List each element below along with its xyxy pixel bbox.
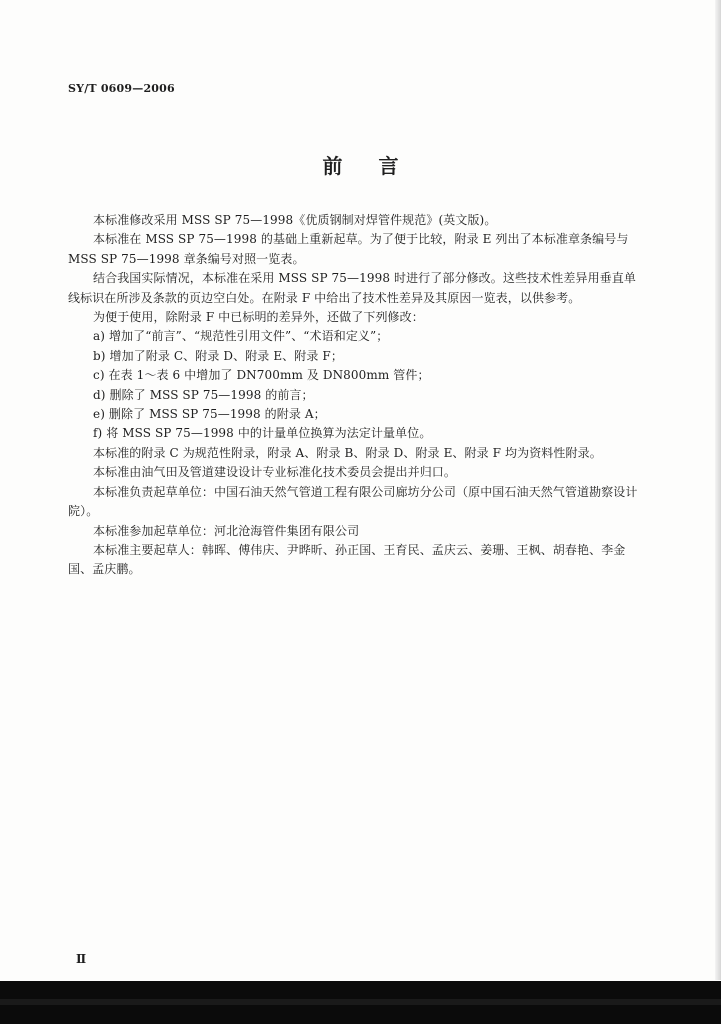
scan-bottom-band <box>0 981 721 1024</box>
list-item: c) 在表 1～表 6 中增加了 DN700mm 及 DN800mm 管件； <box>93 368 430 383</box>
list-item: e) 删除了 MSS SP 75—1998 的附录 A； <box>93 407 326 422</box>
list-item: a) 增加了“前言”、“规范性引用文件”、“术语和定义”； <box>93 329 389 344</box>
page-number: Ⅱ <box>76 952 87 966</box>
paragraph: 结合我国实际情况，本标准在采用 MSS SP 75—1998 时进行了部分修改。这些技术性差异用垂直单线标识在所涉及条款的页边空白处。在附录 F 中给出了技术性差异及其原因一览表，以供参考。 <box>68 271 636 305</box>
page-title: 前言 <box>322 154 435 178</box>
list-item: b) 增加了附录 C、附录 D、附录 E、附录 F； <box>93 348 343 363</box>
paragraph: 本标准参加起草单位：河北沧海管件集团有限公司 <box>93 523 360 538</box>
foreword-body <box>68 211 648 580</box>
standard-code: SY/T 0609—2006 <box>68 82 175 95</box>
paragraph: 为便于使用，除附录 F 中已标明的差异外，还做了下列修改： <box>93 310 424 325</box>
paragraph: 本标准主要起草人：韩晖、傅伟庆、尹晔昕、孙正国、王育民、孟庆云、姜珊、王枫、胡春艳、李金国、孟庆鹏。 <box>68 542 626 577</box>
paragraph: 本标准由油气田及管道建设设计专业标准化技术委员会提出并归口。 <box>93 465 457 480</box>
paragraph: 本标准负责起草单位：中国石油天然气管道工程有限公司廊坊分公司（原中国石油天然气管道勘察设计院）。 <box>68 484 638 519</box>
list-item: f) 将 MSS SP 75—1998 中的计量单位换算为法定计量单位。 <box>93 426 432 441</box>
paragraph: 本标准在 MSS SP 75—1998 的基础上重新起草。为了便于比较，附录 E 列出了本标准章条编号与 MSS SP 75—1998 章条编号对照一览表。 <box>68 232 629 266</box>
paragraph: 本标准的附录 C 为规范性附录，附录 A、附录 B、附录 D、附录 E、附录 F 均为资料性附录。 <box>93 445 602 460</box>
scan-edge-shadow <box>715 0 721 980</box>
scan-band-line <box>0 999 721 1005</box>
paragraph: 本标准修改采用 MSS SP 75—1998《优质钢制对焊管件规范》(英文版)。 <box>93 213 497 227</box>
list-item: d) 删除了 MSS SP 75—1998 的前言； <box>93 387 314 402</box>
